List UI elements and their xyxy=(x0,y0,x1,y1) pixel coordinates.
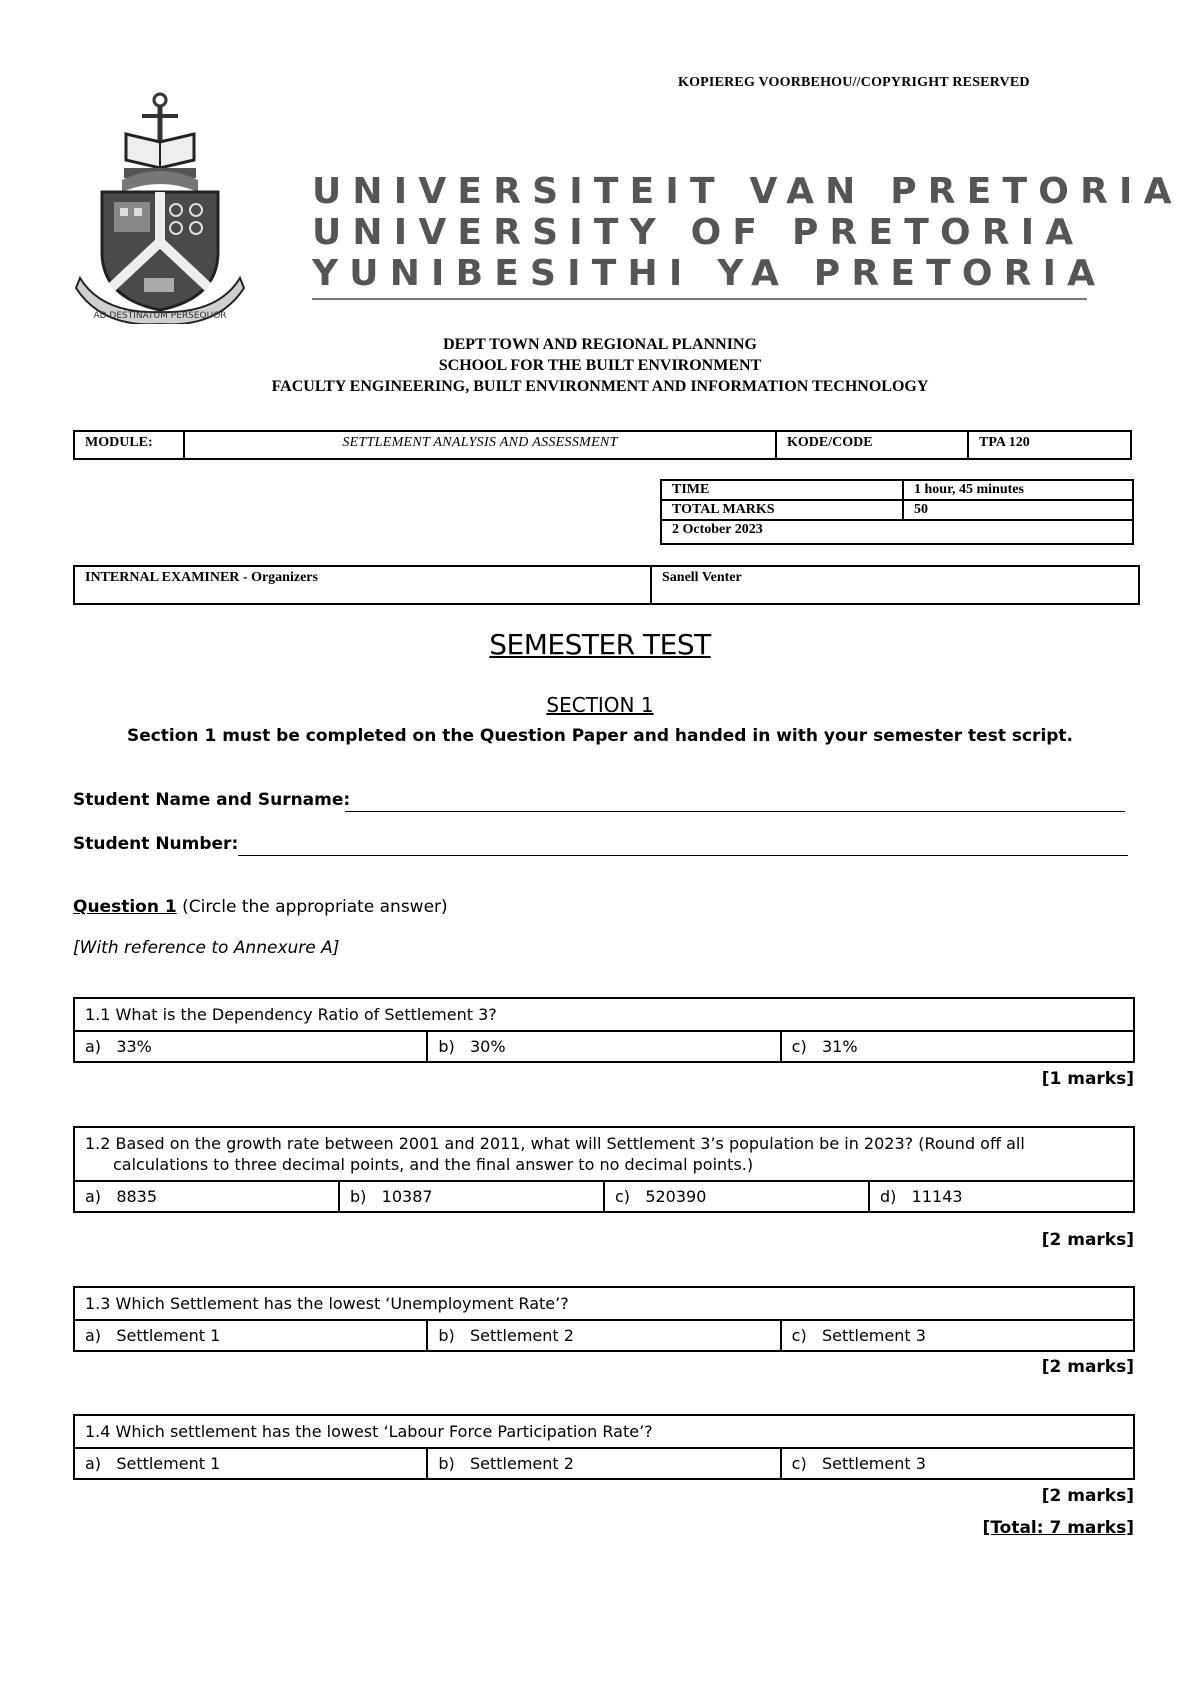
examiner-label: INTERNAL EXAMINER - Organizers xyxy=(74,566,651,604)
section-title: SECTION 1 xyxy=(546,693,654,717)
student-name-label: Student Name and Surname: xyxy=(73,790,351,810)
option-letter: c) xyxy=(791,1326,807,1345)
module-code: TPA 120 xyxy=(968,431,1131,459)
question-table-1-4 xyxy=(73,1414,1135,1480)
option-value: 30% xyxy=(470,1037,506,1056)
option-value: Settlement 1 xyxy=(116,1454,221,1473)
question-instruction: (Circle the appropriate answer) xyxy=(182,897,448,917)
option-value: Settlement 2 xyxy=(470,1326,574,1345)
student-number-label: Student Number: xyxy=(73,834,239,854)
question-text: 1.4 Which settlement has the lowest ‘Labour Force Participation Rate’? xyxy=(74,1415,1134,1448)
answer-option-a[interactable] xyxy=(74,1031,427,1062)
answer-option-b[interactable] xyxy=(427,1448,780,1479)
question-heading xyxy=(73,897,448,917)
student-number-field[interactable] xyxy=(238,855,1128,856)
faculty-name: FACULTY ENGINEERING, BUILT ENVIRONMENT AND INFORMATION TECHNOLOGY xyxy=(271,378,929,395)
option-value: 520390 xyxy=(645,1187,707,1206)
module-info-table xyxy=(73,430,1132,460)
section-instruction: Section 1 must be completed on the Question Paper and handed in with your semester test script. xyxy=(126,726,1074,746)
option-value: Settlement 3 xyxy=(821,1454,926,1473)
answer-option-a[interactable] xyxy=(74,1320,427,1351)
question-label: Question 1 xyxy=(73,897,177,917)
module-label: MODULE: xyxy=(74,431,184,459)
answer-option-c[interactable] xyxy=(781,1320,1134,1351)
exam-info-table xyxy=(660,479,1134,545)
option-value: 31% xyxy=(821,1037,858,1056)
option-value: Settlement 1 xyxy=(116,1326,221,1345)
header-rule xyxy=(312,298,1087,300)
option-value: 10387 xyxy=(381,1187,433,1206)
option-value: Settlement 2 xyxy=(470,1454,574,1473)
copyright-notice: KOPIEREG VOORBEHOU//COPYRIGHT RESERVED xyxy=(678,75,1030,90)
question-reference: [With reference to Annexure A] xyxy=(73,938,340,958)
question-table-1-2 xyxy=(73,1126,1135,1213)
option-letter: b) xyxy=(438,1454,455,1473)
option-value: 8835 xyxy=(116,1187,158,1206)
examiner-name: Sanell Venter xyxy=(651,566,1139,604)
total-marks-label: TOTAL MARKS xyxy=(661,500,903,520)
option-letter: b) xyxy=(438,1326,455,1345)
time-value: 1 hour, 45 minutes xyxy=(903,480,1133,500)
answer-option-c[interactable] xyxy=(604,1181,869,1212)
question-marks: [2 marks] xyxy=(1041,1230,1134,1250)
school-name: SCHOOL FOR THE BUILT ENVIRONMENT xyxy=(438,357,762,374)
crest-motto: AD DESTINATUM PERSEQUOR xyxy=(93,311,227,321)
question-marks: [2 marks] xyxy=(1041,1486,1134,1506)
option-letter: c) xyxy=(791,1037,807,1056)
question-text: 1.1 What is the Dependency Ratio of Settlement 3? xyxy=(74,998,1134,1031)
student-name-field[interactable] xyxy=(345,811,1125,812)
time-label: TIME xyxy=(661,480,903,500)
option-letter: d) xyxy=(880,1187,897,1206)
question-total-marks: [Total: 7 marks] xyxy=(982,1518,1134,1538)
option-letter: a) xyxy=(85,1037,102,1056)
question-text: 1.2 Based on the growth rate between 2001 and 2011, what will Settlement 3’s population be in 2023? (Round off all calculations to three decimal points, and the final answer to no decimal points.) xyxy=(74,1127,1134,1181)
option-letter: b) xyxy=(438,1037,455,1056)
university-name-afrikaans: UNIVERSITEIT VAN PRETORIA xyxy=(312,171,1183,212)
answer-option-a[interactable] xyxy=(74,1181,339,1212)
question-marks: [1 marks] xyxy=(1041,1069,1134,1089)
module-name: SETTLEMENT ANALYSIS AND ASSESSMENT xyxy=(184,431,776,459)
answer-option-c[interactable] xyxy=(781,1448,1134,1479)
total-marks-value: 50 xyxy=(903,500,1133,520)
university-name-english: UNIVERSITY OF PRETORIA xyxy=(312,212,1085,253)
exam-date: 2 October 2023 xyxy=(661,520,1133,544)
examiner-table xyxy=(73,565,1140,605)
option-value: 11143 xyxy=(911,1187,963,1206)
option-letter: c) xyxy=(615,1187,631,1206)
option-letter: b) xyxy=(350,1187,367,1206)
option-letter: a) xyxy=(85,1187,102,1206)
option-letter: a) xyxy=(85,1326,102,1345)
page-title: SEMESTER TEST xyxy=(489,628,711,661)
answer-option-b[interactable] xyxy=(339,1181,604,1212)
university-name-sepedi: YUNIBESITHI YA PRETORIA xyxy=(312,253,1107,294)
answer-option-c[interactable] xyxy=(781,1031,1134,1062)
option-value: Settlement 3 xyxy=(821,1326,926,1345)
answer-option-d[interactable] xyxy=(869,1181,1134,1212)
question-marks: [2 marks] xyxy=(1041,1357,1134,1377)
answer-option-b[interactable] xyxy=(427,1320,780,1351)
question-text: 1.3 Which Settlement has the lowest ‘Unemployment Rate’? xyxy=(74,1287,1134,1320)
question-table-1-1 xyxy=(73,997,1135,1063)
question-table-1-3 xyxy=(73,1286,1135,1352)
option-letter: c) xyxy=(791,1454,807,1473)
code-label: KODE/CODE xyxy=(776,431,968,459)
university-crest-logo xyxy=(72,92,252,324)
option-letter: a) xyxy=(85,1454,102,1473)
department-name: DEPT TOWN AND REGIONAL PLANNING xyxy=(443,336,757,353)
answer-option-b[interactable] xyxy=(427,1031,780,1062)
option-value: 33% xyxy=(116,1037,152,1056)
answer-option-a[interactable] xyxy=(74,1448,427,1479)
